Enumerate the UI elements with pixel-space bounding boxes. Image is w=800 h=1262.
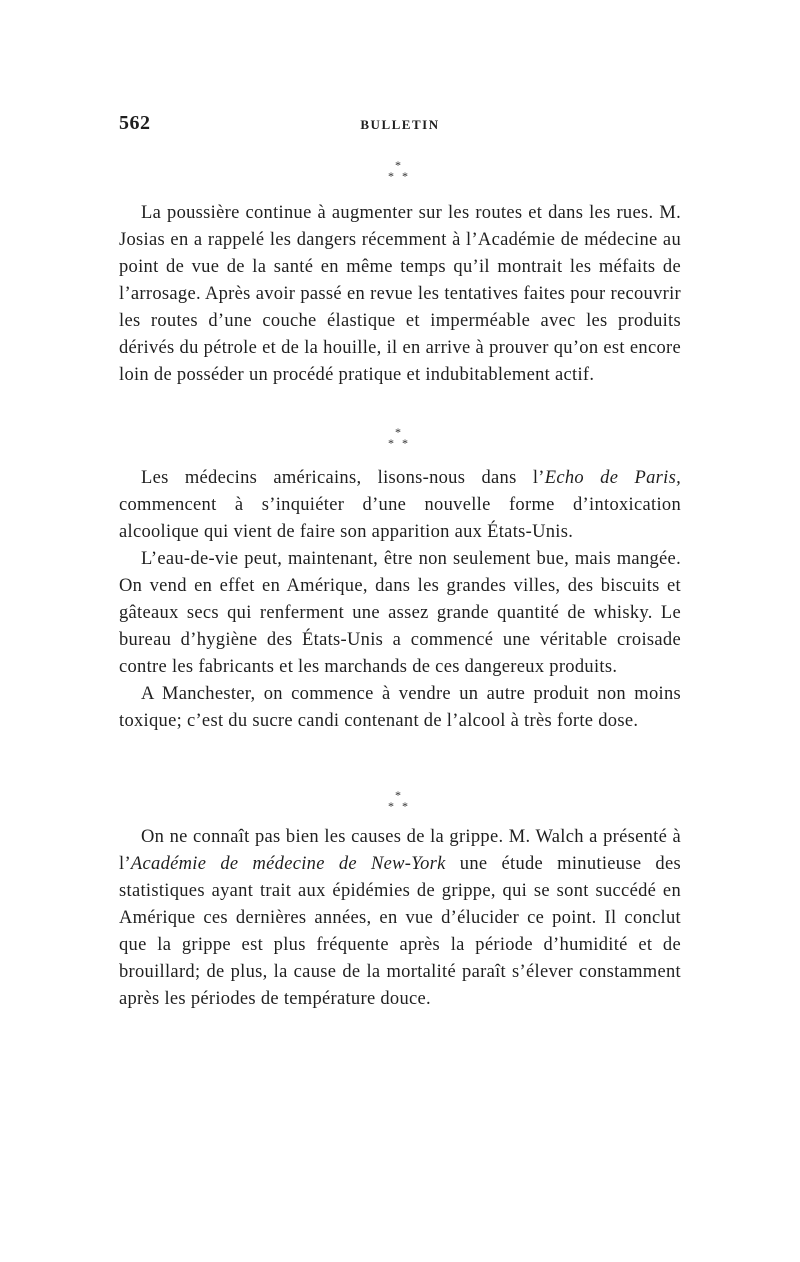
paragraph: On ne connaît pas bien les causes de la grippe. M. Walch a présenté à l’Académie de médecine de New-York une étude minutieuse des statistiques ayant trait aux épidémies de grippe, qui se sont succédé en Amérique ces dernières années, en vue d’élucider ce point. Il conclut que la grippe est plus fréquente après la période d’humidité et de brouillard; de plus, la cause de la mortalité paraît s’élever constamment après les périodes de température douce. (119, 827, 681, 1009)
star-mark: * (395, 788, 401, 802)
asterism-separator-2 (378, 427, 418, 457)
paragraph: A Manchester, on commence à vendre un autre produit non moins toxique; c’est du sucre candi contenant de l’alcool à très forte dose. (119, 684, 681, 731)
paragraph: La poussière continue à augmenter sur les routes et dans les rues. M. Josias en a rappelé les dangers récemment à l’Académie de médecine au point de vue de la santé en même temps qu’il montrait les méfaits de l’arrosage. Après avoir passé en revue les tentatives faites pour recouvrir les routes d’une couche élastique et imperméable avec les produits dérivés du pétrole et de la houille, il en arrive à prouver qu’on est encore loin de posséder un procédé pratique et indubitablement actif. (119, 203, 681, 385)
section-alcohol (119, 465, 681, 735)
institution-name: Académie de médecine de New-York (130, 854, 446, 874)
journal-title: Echo de Paris, (544, 468, 682, 488)
star-mark: * (395, 158, 401, 172)
star-mark: * (395, 425, 401, 439)
paragraph: Les médecins américains, lisons-nous dans l’Echo de Paris, commencent à s’inquiéter d’une nouvelle forme d’intoxication alcoolique qui vient de faire son apparition aux États-Unis. (119, 468, 682, 542)
star-mark: * (402, 436, 416, 450)
running-title: BULLETIN (360, 117, 440, 132)
star-mark: * (388, 436, 402, 450)
section-grippe (119, 824, 681, 1013)
page-number: 562 (119, 112, 151, 134)
star-mark: * (402, 799, 416, 813)
asterism-separator-1 (378, 160, 418, 190)
paragraph: L’eau-de-vie peut, maintenant, être non seulement bue, mais mangée. On vend en effet en Amérique, dans les grandes villes, des biscuits et gâteaux secs qui renferment une assez grande quantité de whisky. Le bureau d’hygiène des États-Unis a commencé une véritable croisade contre les fabricants et les marchands de ces dangereux produits. (119, 549, 681, 677)
star-mark: * (388, 799, 402, 813)
asterism-separator-3 (378, 790, 418, 820)
star-mark: * (402, 169, 416, 183)
section-dust (119, 200, 681, 389)
star-mark: * (388, 169, 402, 183)
